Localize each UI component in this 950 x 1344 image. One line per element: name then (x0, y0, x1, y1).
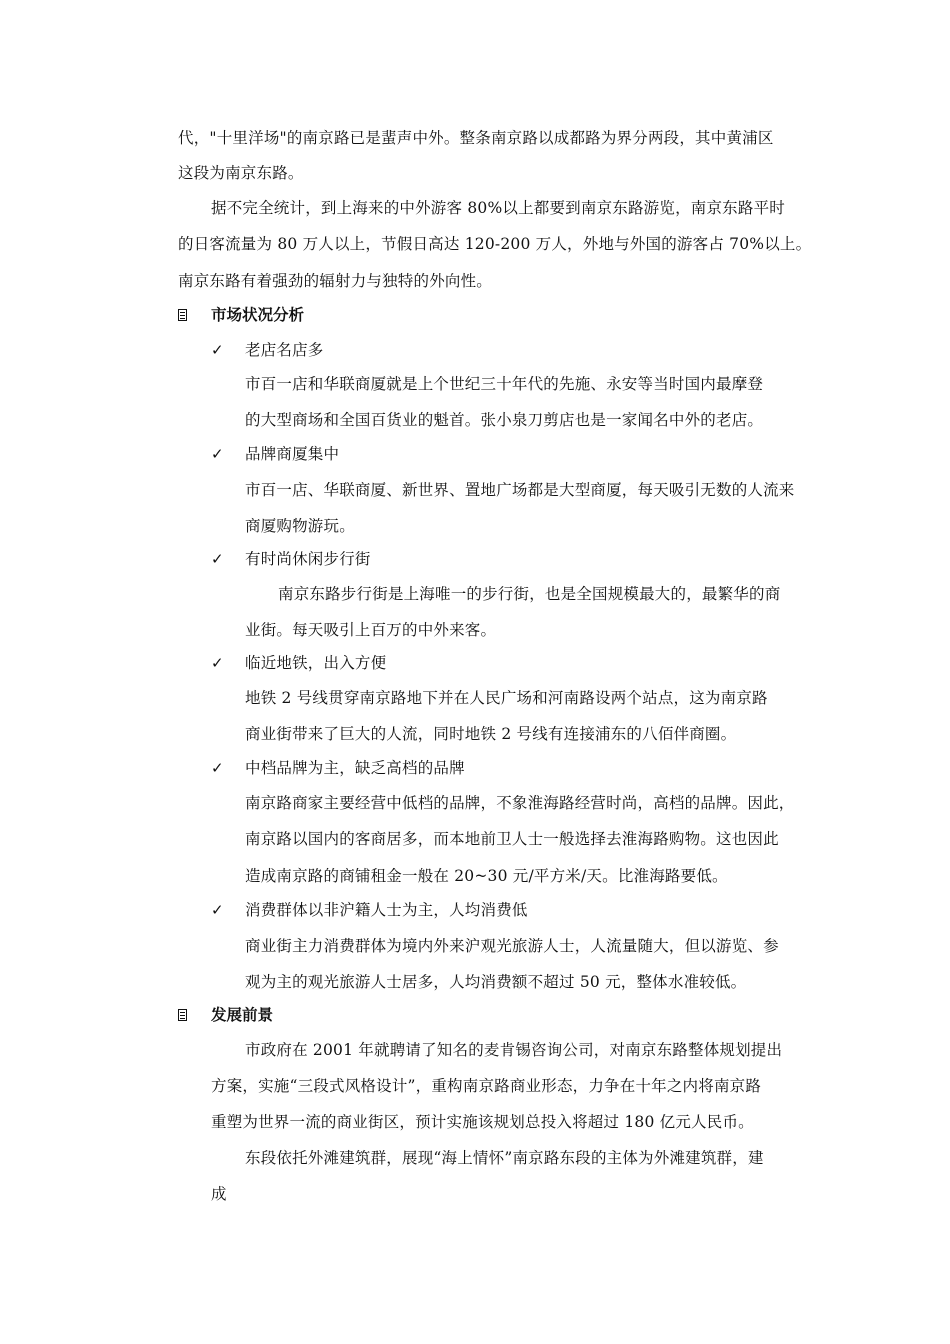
square-bullet-icon (178, 1009, 187, 1021)
prospect-p1-line1: 市政府在 2001 年就聘请了知名的麦肯锡咨询公司，对南京东路整体规划提出 (245, 1041, 783, 1059)
square-bullet-icon (178, 309, 187, 321)
item-title: 消费群体以非沪籍人士为主，人均消费低 (245, 901, 528, 919)
checkmark-icon: ✓ (211, 759, 224, 777)
item-text: 商厦购物游玩。 (245, 517, 355, 535)
section-heading-prospect: 发展前景 (211, 1005, 274, 1024)
item-text: 市百一店、华联商厦、新世界、置地广场都是大型商厦，每天吸引无数的人流来 (245, 481, 795, 499)
item-text: 的大型商场和全国百货业的魁首。张小泉刀剪店也是一家闻名中外的老店。 (245, 411, 764, 429)
intro-p2-line1: 据不完全统计，到上海来的中外游客 80%以上都要到南京东路游览，南京东路平时 (211, 199, 785, 217)
item-text: 南京路以国内的客商居多，而本地前卫人士一般选择去淮海路购物。这也因此 (245, 830, 779, 848)
item-text: 地铁 2 号线贯穿南京路地下并在人民广场和河南路设两个站点，这为南京路 (245, 689, 768, 707)
item-text: 造成南京路的商铺租金一般在 20~30 元/平方米/天。比淮海路要低。 (245, 867, 728, 885)
item-title: 有时尚休闲步行街 (245, 550, 371, 568)
checkmark-icon: ✓ (211, 654, 224, 672)
prospect-p1-line3: 重塑为世界一流的商业街区，预计实施该规划总投入将超过 180 亿元人民币。 (211, 1113, 754, 1131)
intro-p2-line2: 的日客流量为 80 万人以上，节假日高达 120-200 万人，外地与外国的游客占 70%以上。 (178, 235, 812, 253)
checkmark-icon: ✓ (211, 550, 224, 568)
item-title: 临近地铁，出入方便 (245, 654, 387, 672)
item-text: 商业街主力消费群体为境内外来沪观光旅游人士，人流量随大，但以游览、参 (245, 937, 779, 955)
item-text: 观为主的观光旅游人士居多，人均消费额不超过 50 元，整体水准较低。 (245, 973, 747, 991)
item-text: 业街。每天吸引上百万的中外来客。 (245, 621, 497, 639)
intro-p2-line3: 南京东路有着强劲的辐射力与独特的外向性。 (178, 272, 493, 290)
item-title: 中档品牌为主，缺乏高档的品牌 (245, 759, 465, 777)
prospect-p2-line2: 成 (211, 1185, 227, 1203)
prospect-p2-line1: 东段依托外滩建筑群，展现“海上情怀”南京路东段的主体为外滩建筑群，建 (245, 1149, 764, 1167)
item-text: 商业街带来了巨大的人流，同时地铁 2 号线有连接浦东的八佰伴商圈。 (245, 725, 737, 743)
prospect-p1-line2: 方案，实施“三段式风格设计”，重构南京路商业形态，力争在十年之内将南京路 (211, 1077, 762, 1095)
checkmark-icon: ✓ (211, 901, 224, 919)
intro-p1-line1: 代，"十里洋场"的南京路已是蜚声中外。整条南京路以成都路为界分两段，其中黄浦区 (178, 129, 774, 147)
intro-p1-line2: 这段为南京东路。 (178, 164, 304, 182)
item-text: 市百一店和华联商厦就是上个世纪三十年代的先施、永安等当时国内最摩登 (245, 375, 764, 393)
section-heading-market: 市场状况分析 (211, 305, 305, 324)
item-text: 南京东路步行街是上海唯一的步行街，也是全国规模最大的，最繁华的商 (278, 585, 781, 603)
checkmark-icon: ✓ (211, 341, 224, 359)
item-title: 品牌商厦集中 (245, 445, 340, 463)
checkmark-icon: ✓ (211, 445, 224, 463)
item-text: 南京路商家主要经营中低档的品牌，不象淮海路经营时尚，高档的品牌。因此， (245, 794, 795, 812)
item-title: 老店名店多 (245, 341, 324, 359)
